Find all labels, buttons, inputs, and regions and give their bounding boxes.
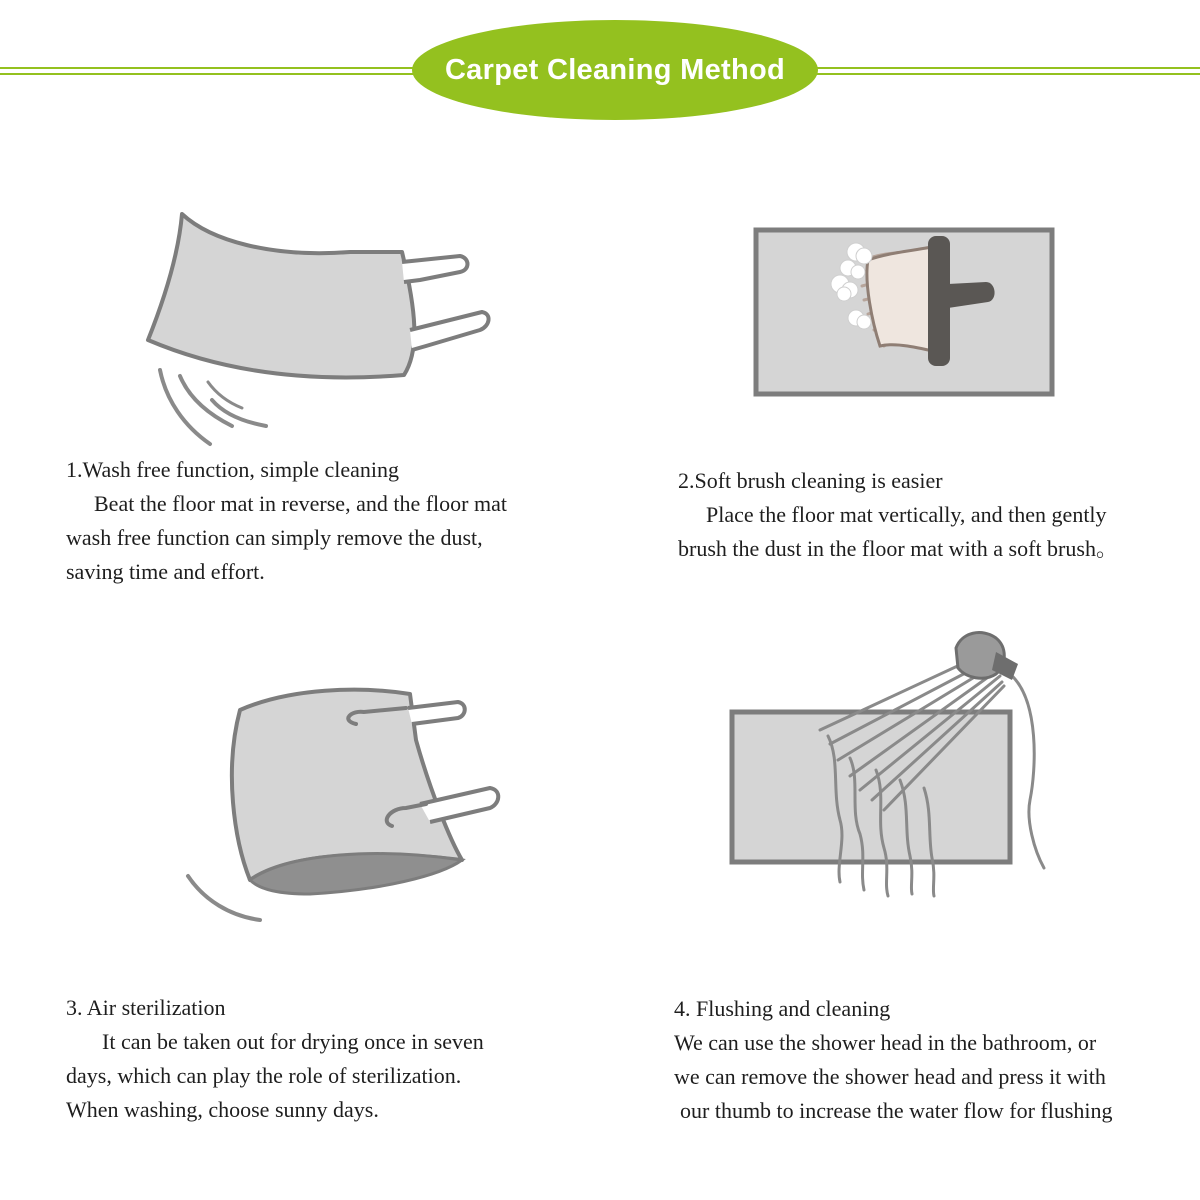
step-4-line-2: we can remove the shower head and press it with xyxy=(674,1064,1106,1089)
page-title: Carpet Cleaning Method xyxy=(444,53,786,86)
step-4-text xyxy=(674,992,1113,1128)
step-4-line-3: our thumb to increase the water flow for flushing xyxy=(680,1098,1113,1123)
step-3-line-1: It can be taken out for drying once in seven xyxy=(102,1029,484,1054)
step-3-text xyxy=(66,991,484,1127)
step-1-line-2: wash free function can simply remove the dust, xyxy=(66,525,483,550)
step-2-title: 2.Soft brush cleaning is easier xyxy=(678,468,943,493)
header-line-left xyxy=(0,67,420,69)
step-3-line-2: days, which can play the role of sterilization. xyxy=(66,1063,462,1088)
step-3-title: 3. Air sterilization xyxy=(66,995,226,1020)
header-pill xyxy=(412,20,818,120)
brush-on-mat-icon xyxy=(740,222,1060,402)
folded-mat-icon xyxy=(180,680,510,950)
header-line-right xyxy=(810,67,1200,69)
step-1-line-3: saving time and effort. xyxy=(66,559,265,584)
step-1-text xyxy=(66,453,507,589)
step-2-line-2: brush the dust in the floor mat with a soft brush。 xyxy=(678,536,1118,561)
step-2-line-1: Place the floor mat vertically, and then gently xyxy=(706,502,1107,527)
step-1-line-1: Beat the floor mat in reverse, and the floor mat xyxy=(94,491,507,516)
step-4-line-1: We can use the shower head in the bathroom, or xyxy=(674,1030,1097,1055)
step-4-title: 4. Flushing and cleaning xyxy=(674,996,891,1021)
header-line-left-lower xyxy=(0,73,420,75)
step-1-title: 1.Wash free function, simple cleaning xyxy=(66,457,400,482)
header-line-right-lower xyxy=(810,73,1200,75)
step-3-line-3: When washing, choose sunny days. xyxy=(66,1097,379,1122)
step-2-text xyxy=(678,464,1118,566)
shower-head-icon xyxy=(700,620,1080,910)
shaking-mat-icon xyxy=(120,200,500,460)
